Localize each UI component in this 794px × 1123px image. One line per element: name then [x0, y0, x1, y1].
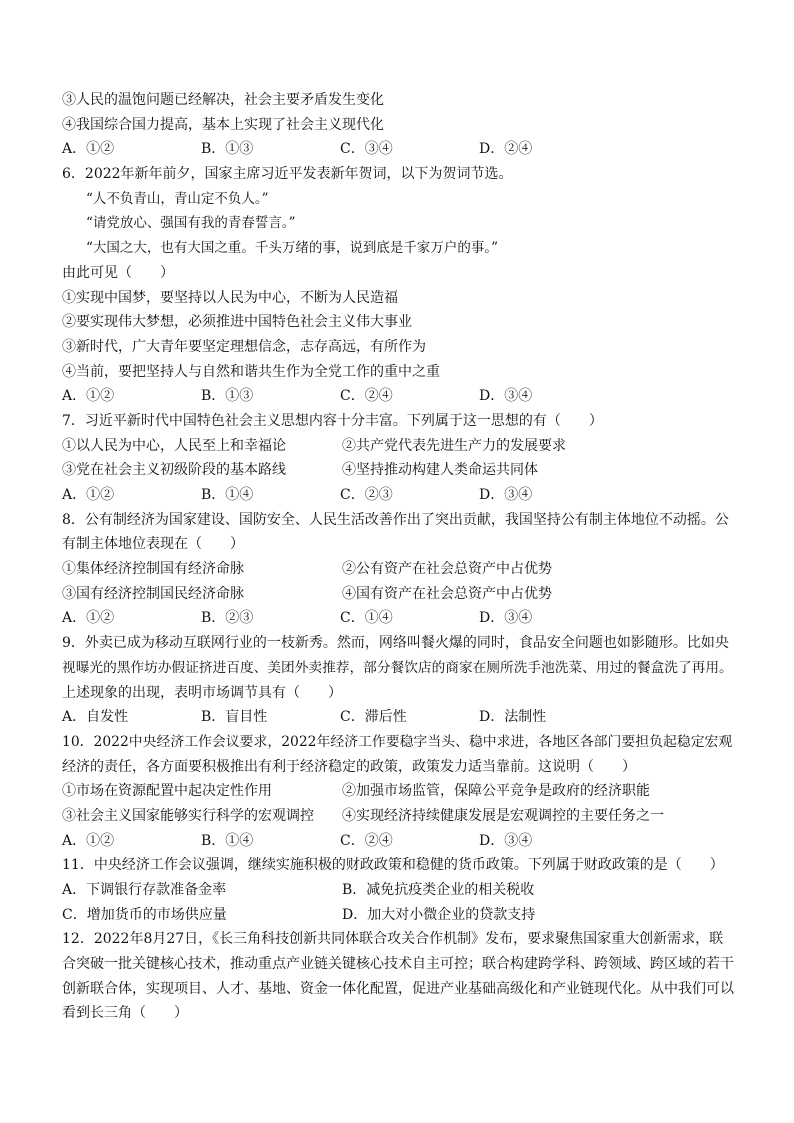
q12-stem-line-2: 合突破一批关键核心技术，推动重点产业链关键核心技术自主可控；联合构建跨学科、跨领域、跨区域的若干 — [62, 956, 734, 973]
q6-quote-3: “大国之大，也有大国之重。千头万绪的事，说到底是千家万户的事。” — [86, 240, 499, 257]
q10-stem-line-1: 10．2022中央经济工作会议要求，2022年经济工作要稳字当头、稳中求进，各地区各部门要担负起稳定宏观 — [62, 733, 733, 750]
q5-option-4: ④我国综合国力提高，基本上实现了社会主义现代化 — [62, 116, 384, 133]
choice-d: D．③④ — [479, 610, 533, 627]
q10-option-3: ③社会主义国家能够实行科学的宏观调控 — [62, 807, 314, 824]
q12-stem-line-4: 看到长三角（ ） — [62, 1005, 188, 1022]
q8-option-4: ④国有资产在社会总资产中占优势 — [342, 585, 552, 602]
choice-c: C．滞后性 — [340, 709, 407, 726]
q6-quote-1: “人不负青山，青山定不负人。” — [86, 190, 269, 207]
q11-options-row-1 — [62, 878, 738, 903]
q11-options-row-2 — [62, 903, 738, 928]
q12-stem-line-3: 创新联合体，实现项目、人才、基地、资金一体化配置，促进产业基础高级化和产业链现代化。从中我们可以 — [62, 980, 734, 997]
choice-b: B．①④ — [201, 832, 254, 849]
q9-choices — [62, 705, 738, 730]
q11-option-c: C．增加货币的市场供应量 — [62, 906, 227, 923]
q10-option-2: ②加强市场监管，保障公平竞争是政府的经济职能 — [342, 783, 650, 800]
choice-d: D．③④ — [479, 832, 533, 849]
choice-d: D．法制性 — [479, 709, 547, 726]
exam-page — [62, 88, 738, 1026]
q8-option-3: ③国有经济控制国民经济命脉 — [62, 585, 244, 602]
choice-b: B．盲目性 — [201, 709, 268, 726]
q6-option-2: ②要实现伟大梦想，必须推进中国特色社会主义伟大事业 — [62, 314, 412, 331]
q6-prompt: 由此可见（ ） — [62, 264, 174, 281]
q11-stem: 11．中央经济工作会议强调，继续实施积极的财政政策和稳健的货币政策。下列属于财政政策的是（ ） — [62, 857, 724, 874]
q5-option-3: ③人民的温饱问题已经解决，社会主要矛盾发生变化 — [62, 92, 384, 108]
choice-c: C．②④ — [340, 832, 393, 849]
q8-option-2: ②公有资产在社会总资产中占优势 — [342, 561, 552, 578]
q7-option-2: ②共产党代表先进生产力的发展要求 — [342, 437, 566, 454]
q6-stem: 6．2022年新年前夕，国家主席习近平发表新年贺词，以下为贺词节选。 — [62, 166, 513, 183]
q11-option-d: D．加大对小微企业的贷款支持 — [342, 906, 536, 923]
q8-option-1: ①集体经济控制国有经济命脉 — [62, 561, 244, 578]
q8-stem-line-1: 8．公有制经济为国家建设、国防安全、人民生活改善作出了突出贡献，我国坚持公有制主体地位不动摇。公 — [62, 511, 729, 528]
q6-option-1: ①实现中国梦，要坚持以人民为中心，不断为人民造福 — [62, 289, 398, 306]
choice-b: B．①④ — [201, 487, 254, 503]
q5-choices — [62, 137, 738, 162]
choice-d: D．③④ — [479, 487, 533, 503]
choice-a: A．①② — [62, 610, 115, 627]
q7-stem: 7．习近平新时代中国特色社会主义思想内容十分丰富。下列属于这一思想的有（ ） — [62, 412, 603, 429]
q7-options-row-2 — [62, 458, 738, 483]
q9-stem-line-2: 视曝光的黑作坊办假证挤进百度、美团外卖推荐，部分餐饮店的商家在厕所洗手池洗菜、用过的餐盒洗了再用。 — [62, 659, 733, 676]
choice-a: A．①② — [62, 487, 115, 503]
choice-d: D．②④ — [479, 141, 533, 158]
q11-option-b: B．减免抗疫类企业的相关税收 — [342, 882, 535, 898]
q8-choices — [62, 606, 738, 631]
choice-b: B．①③ — [201, 141, 254, 158]
choice-c: C．①④ — [340, 610, 393, 627]
q10-options-row-2 — [62, 804, 738, 829]
q10-stem-line-2: 经济的责任，各方面要积极推出有利于经济稳定的政策，政策发力适当靠前。这说明（ ） — [62, 758, 636, 775]
q6-option-4: ④当前，要把坚持人与自然和谐共生作为全党工作的重中之重 — [62, 363, 440, 380]
q6-option-3: ③新时代，广大青年要坚定理想信念，志存高远，有所作为 — [62, 338, 426, 355]
q8-stem-line-2: 有制主体地位表现在（ ） — [62, 536, 244, 553]
q12-stem-line-1: 12．2022年8月27日，《长三角科技创新共同体联合攻关合作机制》发布，要求聚焦国家重大创新需求，联 — [62, 931, 724, 948]
choice-b: B．①③ — [201, 388, 254, 405]
q10-options-row-1 — [62, 779, 738, 804]
choice-a: A．①② — [62, 141, 115, 158]
q7-option-1: ①以人民为中心，人民至上和幸福论 — [62, 437, 286, 454]
q9-stem-line-1: 9．外卖已成为移动互联网行业的一枝新秀。然而，网络叫餐火爆的同时，食品安全问题也如影随形。比如央 — [62, 635, 729, 652]
q7-option-4: ④坚持推动构建人类命运共同体 — [342, 462, 538, 479]
q11-option-a: A．下调银行存款准备金率 — [62, 882, 227, 898]
q6-quote-2: “请党放心、强国有我的青春誓言。” — [86, 215, 296, 232]
choice-a: A．①② — [62, 388, 115, 405]
q8-options-row-1 — [62, 557, 738, 582]
q10-option-1: ①市场在资源配置中起决定性作用 — [62, 783, 272, 800]
q8-options-row-2 — [62, 582, 738, 607]
choice-d: D．③④ — [479, 388, 533, 405]
q6-choices — [62, 384, 738, 409]
q7-option-3: ③党在社会主义初级阶段的基本路线 — [62, 462, 286, 479]
q7-options-row-1 — [62, 434, 738, 459]
q10-choices — [62, 829, 738, 854]
q7-choices — [62, 483, 738, 508]
choice-b: B．②③ — [201, 610, 254, 627]
choice-c: C．③④ — [340, 141, 393, 158]
choice-a: A．①② — [62, 832, 115, 849]
q10-option-4: ④实现经济持续健康发展是宏观调控的主要任务之一 — [342, 807, 664, 824]
choice-c: C．②③ — [340, 487, 393, 503]
choice-c: C．②④ — [340, 388, 393, 405]
q9-stem-line-3: 上述现象的出现，表明市场调节具有（ ） — [62, 684, 342, 701]
choice-a: A．自发性 — [62, 709, 129, 726]
